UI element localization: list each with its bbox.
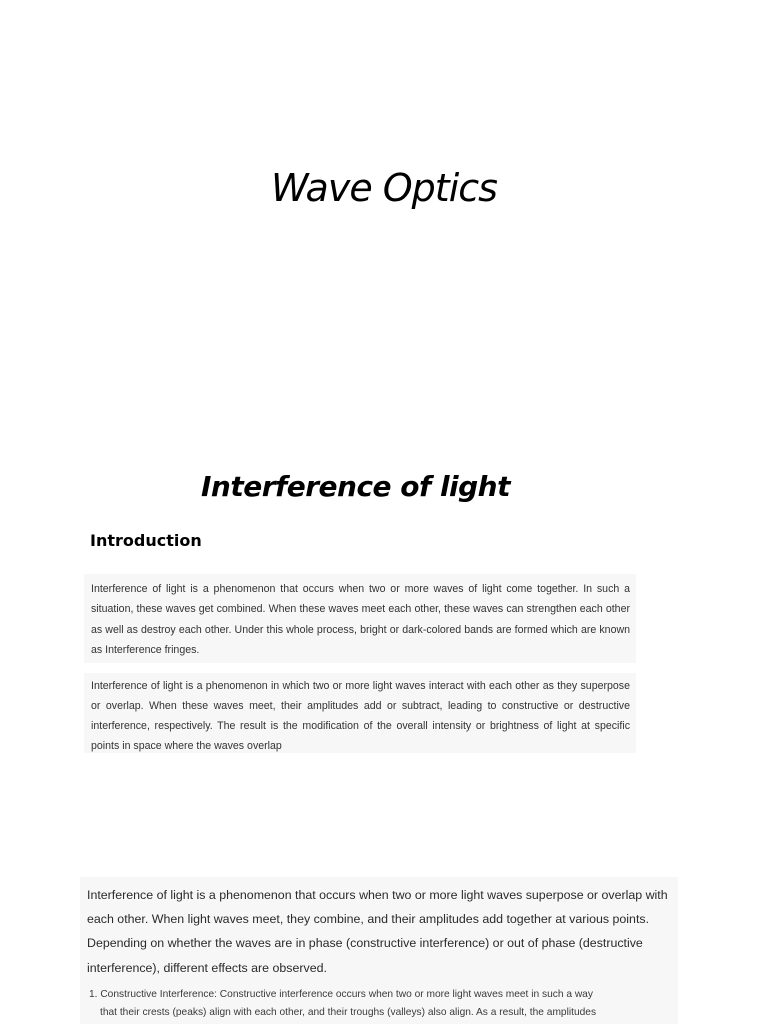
intro-paragraph-1: [84, 574, 636, 663]
paragraph-text: Interference of light is a phenomenon that occurs when two or more waves of light come together. In such a situation, these waves get combined. When these waves meet each other, these waves can strengthen each other as well as destroy each other. Under this whole process, bright or dark-colored bands are formed which are known as Interference fringes.: [91, 583, 630, 657]
document-title: Wave Optics: [271, 166, 497, 210]
paragraph-text: Interference of light is a phenomenon that occurs when two or more light waves superpose or overlap with each other. When light waves meet, they combine, and their amplitudes add together at various points. Depending on whether the waves are in phase (constructive interference) or out of phase (destructive interference), different effects are observed.: [87, 888, 668, 975]
list-item-line-1: 1. Constructive Interference: Constructive interference occurs when two or more light waves meet in such a way: [89, 988, 593, 1000]
intro-paragraph-3: [80, 877, 678, 1024]
intro-paragraph-2: [84, 673, 636, 753]
list-item-constructive-interference: [87, 986, 674, 1022]
list-item-line-2: that their crests (peaks) align with each other, and their troughs (valleys) also align. As a result, the amplitudes: [100, 1006, 597, 1018]
paragraph-text: Interference of light is a phenomenon in which two or more light waves interact with each other as they superpose or overlap. When these waves meet, their amplitudes add or subtract, leading to constructive or destructive interference, respectively. The result is the modification of the overall intensity or brightness of light at specific points in space where the waves overlap: [91, 680, 630, 752]
intro-heading: Introduction: [90, 531, 202, 550]
section-title: Interference of light: [201, 470, 510, 503]
